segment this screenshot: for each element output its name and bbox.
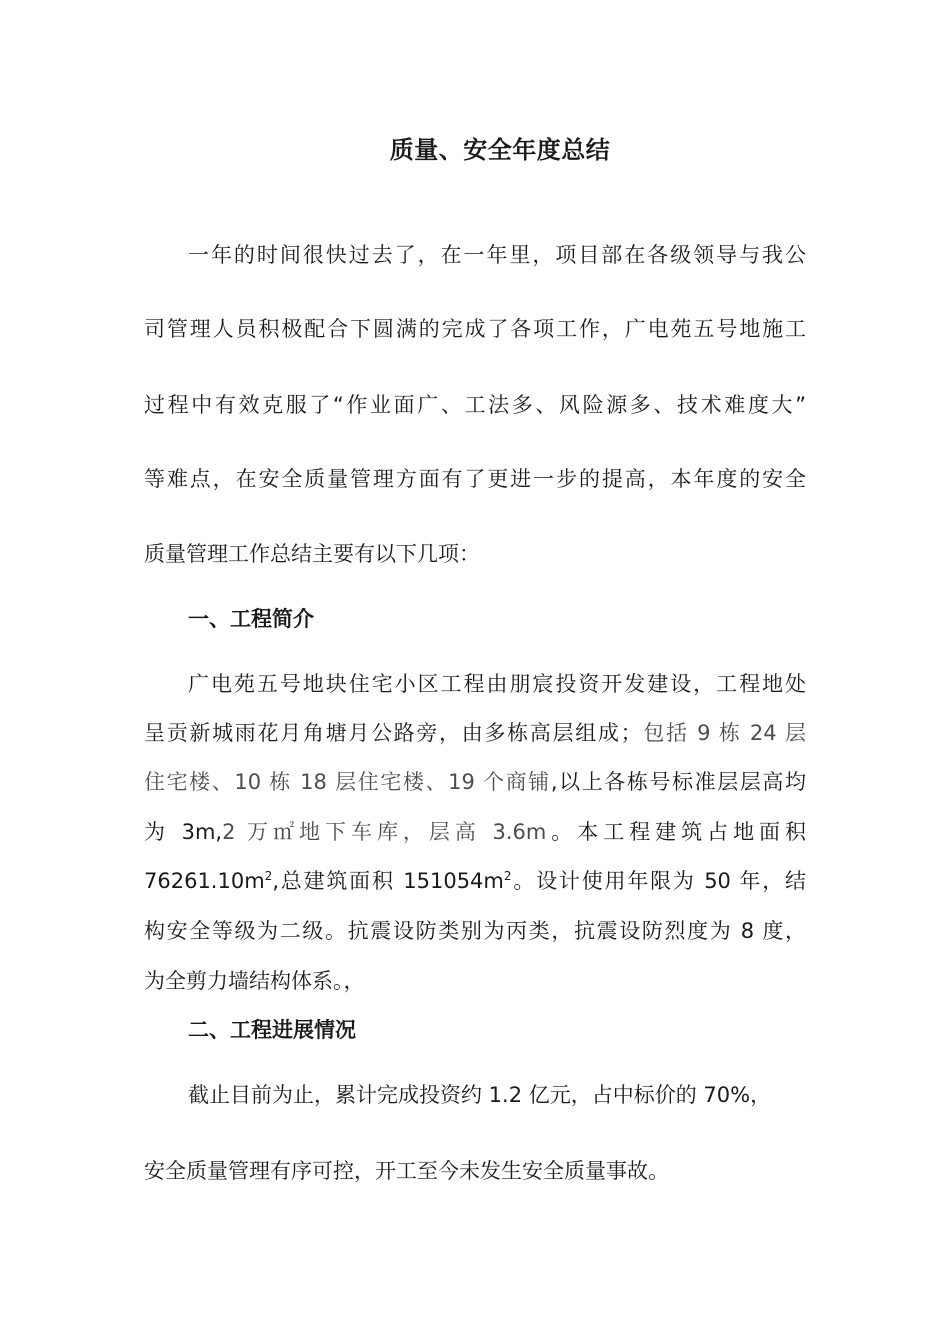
overview-line-5-total: ,总建筑面积 151054m bbox=[272, 869, 504, 893]
overview-line-3-text: ,以上各栋号标准层层高均 bbox=[550, 770, 806, 794]
overview-line-5-text: 。设计使用年限为 50 年，结 bbox=[511, 869, 806, 893]
overview-line-3 bbox=[144, 767, 806, 797]
overview-line-3-buildings: 住宅楼、10 栋 18 层住宅楼、19 个商铺 bbox=[144, 770, 551, 794]
overview-line-2-text: 呈贡新城雨花月角塘月公路旁，由多栋高层组成； bbox=[144, 721, 642, 745]
section-heading-overview: 一、工程简介 bbox=[188, 607, 314, 631]
intro-line-2: 司管理人员积极配合下圆满的完成了各项工作，广电苑五号地施工 bbox=[144, 317, 806, 341]
progress-line-2: 安全质量管理有序可控，开工至今未发生安全质量事故。 bbox=[144, 1159, 669, 1183]
overview-line-5-sup-1: 2 bbox=[264, 869, 273, 883]
intro-line-3: 过程中有效克服了“作业面广、工法多、风险源多、技术难度大” bbox=[144, 393, 806, 417]
intro-line-1: 一年的时间很快过去了，在一年里，项目部在各级领导与我公 bbox=[188, 243, 806, 267]
overview-line-5-area: 76261.10m bbox=[144, 869, 265, 893]
overview-line-4 bbox=[144, 817, 806, 847]
overview-line-6: 构安全等级为二级。抗震设防类别为丙类，抗震设防烈度为 8 度， bbox=[144, 919, 806, 943]
overview-line-2 bbox=[144, 718, 806, 748]
overview-line-5 bbox=[144, 866, 806, 896]
overview-line-5-sup-2: 2 bbox=[503, 869, 512, 883]
document-title: 质量、安全年度总结 bbox=[389, 136, 611, 164]
progress-line-1: 截止目前为止，累计完成投资约 1.2 亿元，占中标价的 70%， bbox=[188, 1083, 772, 1107]
overview-line-4-garage: 2 万㎡地下车库，层高 3.6m bbox=[222, 820, 547, 844]
overview-line-2-building-count: 包括 9 栋 24 层 bbox=[641, 721, 806, 745]
overview-line-4-height: 为 3m, bbox=[144, 820, 223, 844]
overview-line-7: 为全剪力墙结构体系。， bbox=[144, 969, 365, 993]
overview-line-4-text: 。本工程建筑占地面积 bbox=[546, 820, 807, 844]
section-heading-progress: 二、工程进展情况 bbox=[188, 1018, 356, 1042]
overview-line-1: 广电苑五号地块住宅小区工程由朋宸投资开发建设，工程地处 bbox=[188, 672, 806, 696]
intro-line-4: 等难点，在安全质量管理方面有了更进一步的提高，本年度的安全 bbox=[144, 467, 806, 491]
intro-line-5: 质量管理工作总结主要有以下几项： bbox=[144, 542, 480, 566]
